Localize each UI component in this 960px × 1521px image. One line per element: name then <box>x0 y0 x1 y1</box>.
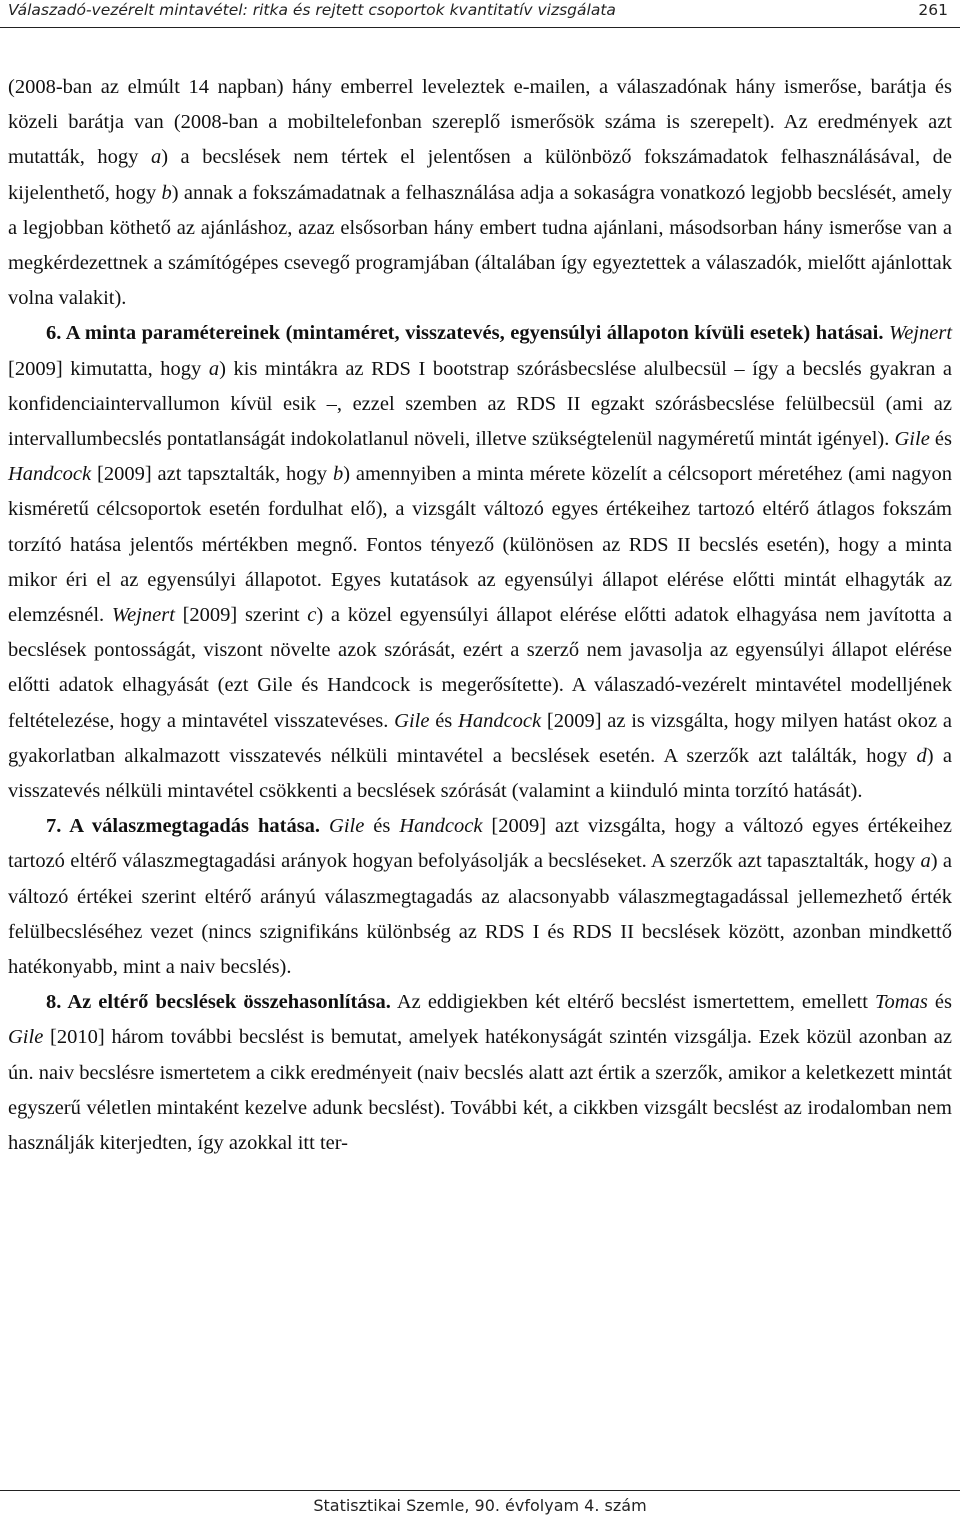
italic-run: Wejnert <box>889 322 953 345</box>
text-run: és <box>364 815 400 838</box>
running-header-title: Válaszadó-vezérelt mintavétel: ritka és rejtett csoportok kvantitatív vizsgálata <box>8 1 616 19</box>
italic-run: c <box>307 604 317 627</box>
text-run: ) a visszatevés nélküli mintavétel csökkenti a becslések szórását (valamint a kiinduló minta torzító hatását). <box>8 744 952 803</box>
text-run: és <box>927 991 952 1014</box>
text-run: [2009] azt vizsgálta, hogy a változó egyes értékeihez tartozó eltérő válaszmegtagadási arányok hogyan befolyásolják a becsléseket. A szerzők azt tapasztalták, hogy <box>8 815 953 873</box>
text-run: Az eddigiekben két eltérő becslést ismertettem, emellett <box>390 991 876 1014</box>
text-run: ) a becslések nem tértek el jelentősen a különböző fokszámadatok felhasználásával, de kijelenthető, hogy <box>8 146 952 204</box>
journal-citation: Statisztikai Szemle, 90. évfolyam 4. szám <box>313 1496 647 1515</box>
italic-run: Wejnert <box>111 604 175 627</box>
page-number: 261 <box>918 1 948 19</box>
section-heading: 8. Az eltérő becslések összehasonlítása. <box>46 991 391 1014</box>
paragraph-continuation <box>8 70 952 316</box>
text-run: [2009] azt tapsztalták, hogy <box>91 463 333 486</box>
text-run: ) a közel egyensúlyi állapot elérése előtti adatok elhagyása nem javította a becslések pontosságát, viszont növelte azok szórását, ezért a szerző nem javasolja az egyensúlyi állapot elérése előtti adatok elhagyását (ezt Gile és Handcock is megerősítette). A válaszadó-vezérelt mintavétel modelljének feltételezése, hogy a mintavétel visszatevéses. <box>8 604 953 732</box>
italic-run: Gile <box>8 1026 44 1049</box>
italic-run: Handcock <box>8 463 92 486</box>
text-run: [2010] három további becslést is bemutat, amelyek hatékonyságát szintén vizsgálja. Ezek közül azonban az ún. naiv becslésre ismertetem a cikk eredményeit (naiv becslés alatt azt értik a szerzők, amikor a keletkezett mintát egyszerű véletlen mintaként kezelve adunk becslést). További két, a cikkben vizsgált becslést az irodalomban nem használják kiterjedten, így azokkal itt ter- <box>8 1026 952 1155</box>
italic-run: Gile <box>329 815 365 838</box>
paragraph-section-8 <box>8 985 952 1161</box>
text-run: [2009] kimutatta, hogy <box>8 357 209 380</box>
text-run: ) a változó értékei szerint eltérő arányú válaszmegtagadás az alacsonyabb válaszmegtagadással jellemezhető érték felülbecsléséhez vezet (nincs szignifikáns különbség az RDS I és RDS II becslések között, azonban mindkettő hatékonyabb, mint a naiv becslés). <box>8 850 952 979</box>
section-heading: 7. A válaszmegtagadás hatása. <box>46 815 321 838</box>
italic-run: a <box>920 850 931 873</box>
italic-run: Tomas <box>875 991 928 1014</box>
paragraph-section-6 <box>8 316 952 809</box>
italic-run: a <box>150 146 162 169</box>
text-run: ) amennyiben a minta mérete közelít a célcsoport méretéhez (ami nagyon kisméretű célcsoportok esetén fordulhat elő), a vizsgált változó egyes értékeihez tartozó eltérő átlagos fokszám torzító hatása jelentős mértékben megnő. Fontos tényező (különösen az RDS II becslés esetén), hogy a minta mikor éri el az egyensúlyi állapotot. Egyes kutatások az egyensúlyi állapot elérése előtti mintát elhagyták az elemzésnél. <box>8 463 952 627</box>
text-run: és <box>929 428 953 451</box>
text-run: [2009] szerint <box>174 604 308 627</box>
italic-run: d <box>916 744 927 767</box>
header-rule <box>0 27 960 28</box>
italic-run: Gile <box>894 428 930 451</box>
italic-run: Gile <box>394 709 430 732</box>
paragraph-section-7 <box>8 809 952 985</box>
footer-rule <box>0 1490 960 1491</box>
italic-run: b <box>332 463 344 486</box>
text-run: [2009] az is vizsgálta, hogy milyen hatást okoz a gyakorlatban alkalmazott visszatevés nélküli mintavétel a becslések esetén. A szerzők azt találták, hogy <box>8 709 952 767</box>
text-run <box>320 815 329 837</box>
italic-run: a <box>208 357 220 380</box>
text-run: és <box>429 709 459 732</box>
text-run: ) kis mintákra az RDS I bootstrap szórásbecslése alulbecsül – így a becslés gyakran a konfidenciaintervallumon kívül esik –, ezzel szemben az RDS II egzakt szórásbecslése felülbecsül (ami az intervallumbecslés pontatlanságát indokolatlanul növeli, illetve szükségtelenül nagyméretű mintát igényel). <box>8 357 952 451</box>
running-footer <box>0 1490 960 1520</box>
italic-run: Handcock <box>399 815 483 838</box>
italic-run: Handcock <box>458 709 542 732</box>
running-header <box>0 0 960 28</box>
text-run: (2008-ban az elmúlt 14 napban) hány emberrel leveleztek e-mailen, a válaszadónak hány ismerőse, barátja és közeli barátja van (2008-ban a mobiltelefonban szereplő ismerősök száma is szerepelt). Az eredmények azt mutatták, hogy <box>8 76 952 169</box>
text-run: ) annak a fokszámadatnak a felhasználása adja a sokaságra vonatkozó legjobb becslését, amely a legjobban köthető az ajánláshoz, azaz elsősorban hány embert tudna ajánlani, másodsorban hány ismerőse van a megkérdezettnek a számítógépes csevegő programjában (általában így egyeztettek a válaszadók, mielőtt ajánlottak volna valakit). <box>8 181 952 310</box>
article-body <box>8 70 952 1161</box>
italic-run: b <box>161 181 172 204</box>
section-heading: 6. A minta paramétereinek (mintaméret, visszatevés, egyensúlyi állapoton kívüli esetek) hatásai. <box>46 322 884 345</box>
